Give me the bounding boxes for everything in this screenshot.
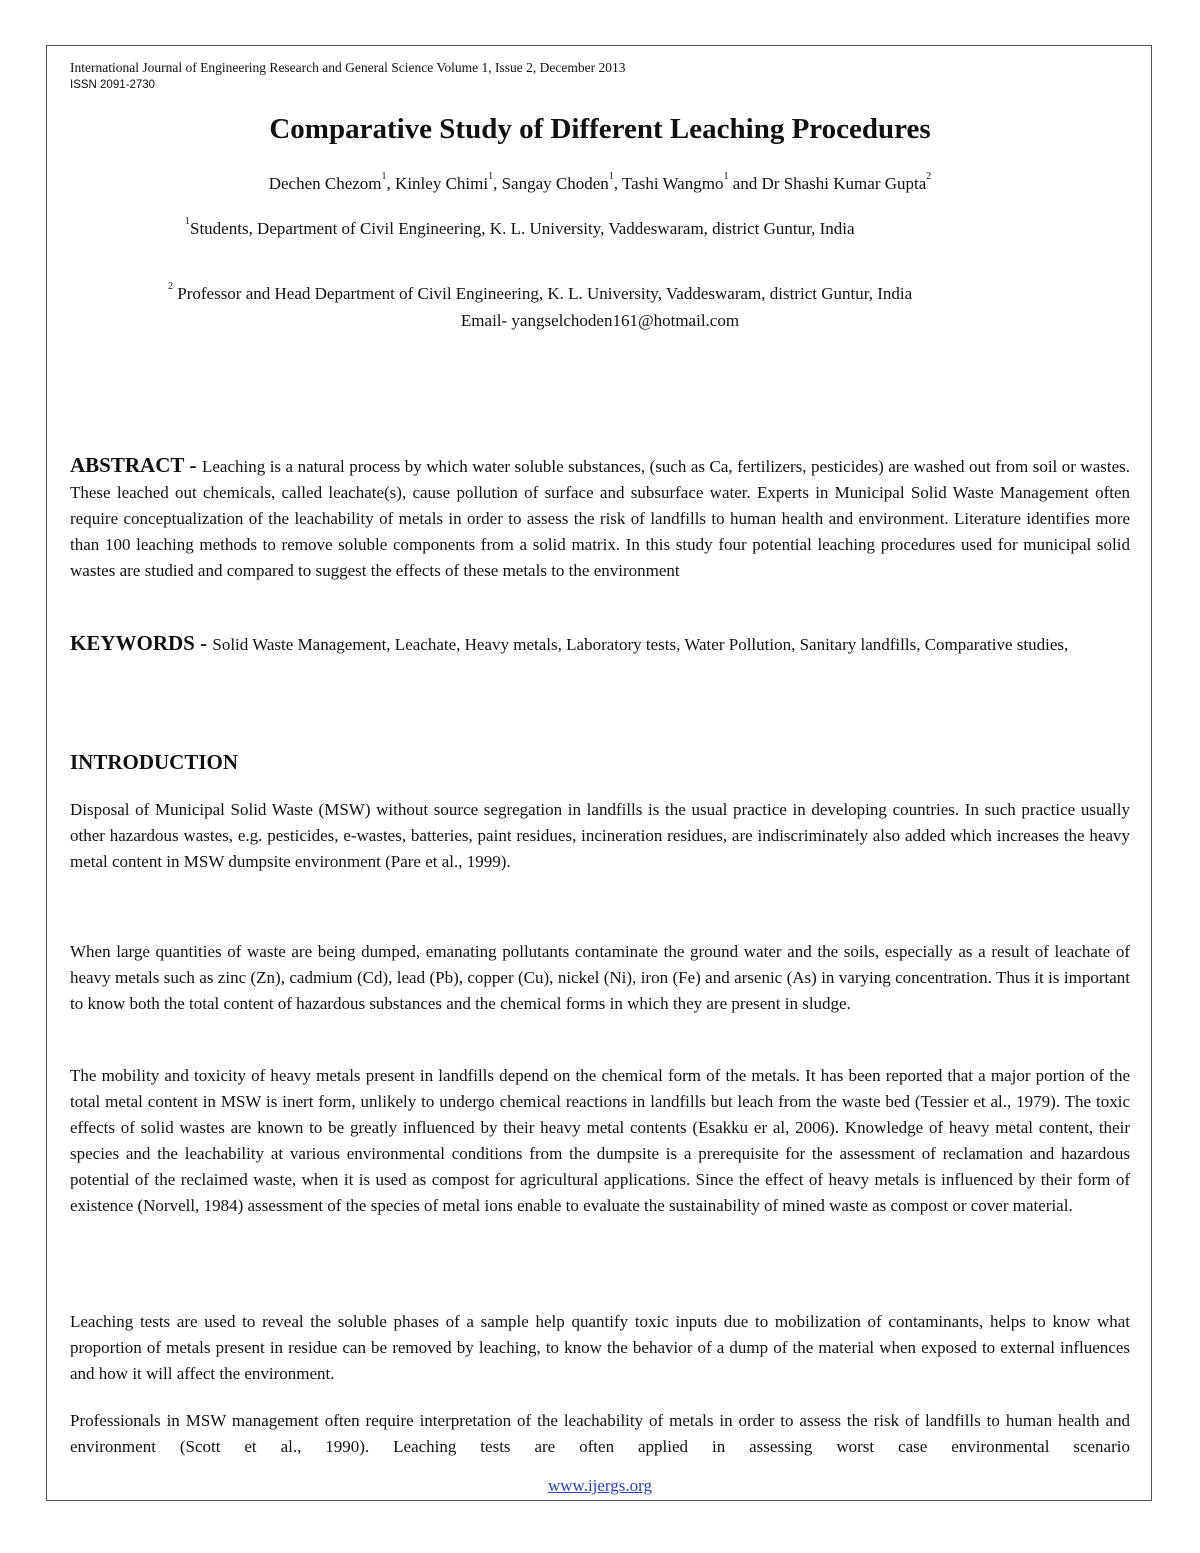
author-list <box>0 171 1200 194</box>
author-separator: , <box>613 174 622 193</box>
author-name: Tashi Wangmo <box>621 174 724 193</box>
intro-paragraph-1: Disposal of Municipal Solid Waste (MSW) without source segregation in landfills is the usual practice in developing countries. In such practice usually other hazardous wastes, e.g. pesticides, e-wastes, batteries, paint residues, incineration residues, are indiscriminately also added which increases the heavy metal content in MSW dumpsite environment (Pare et al., 1999). <box>70 800 1130 871</box>
affiliation-text: Students, Department of Civil Engineering, K. L. University, Vaddeswaram, district Guntur, India <box>190 219 855 238</box>
author-affiliation-mark: 1 <box>488 171 494 182</box>
author-separator: , <box>493 174 502 193</box>
journal-website-link[interactable]: www.ijergs.org <box>547 1476 653 1495</box>
author-separator: , <box>386 174 396 193</box>
author-name: Sangay Choden <box>501 174 609 193</box>
abstract <box>70 452 1130 584</box>
section-heading-introduction: INTRODUCTION <box>70 750 239 774</box>
author-name: Dechen Chezom <box>268 174 382 193</box>
author-affiliation-mark: 1 <box>608 171 614 182</box>
contact-email: Email- yangselchoden161@hotmail.com <box>460 311 740 330</box>
author-affiliation-mark: 2 <box>926 171 932 182</box>
affiliation-professor <box>168 264 912 304</box>
intro-paragraph-5: Professionals in MSW management often require interpretation of the leachability of metals in order to assess the risk of landfills to human health and environment (Scott et al., 1990). Leaching tests are often applied in assessing worst case environmental scenario <box>70 1411 1130 1456</box>
journal-header: International Journal of Engineering Research and General Science Volume 1, Issue 2, December 2013 <box>70 60 626 75</box>
author-name: Dr Shashi Kumar Gupta <box>761 174 927 193</box>
affiliation-mark: 2 <box>168 281 173 292</box>
keywords <box>70 630 1130 658</box>
author-name: Kinley Chimi <box>395 174 489 193</box>
author-affiliation-mark: 1 <box>723 171 729 182</box>
affiliation-mark: 1 <box>185 216 190 227</box>
intro-paragraph-2: When large quantities of waste are being dumped, emanating pollutants contaminate the ground water and the soils, especially as a result of leachate of heavy metals such as zinc (Zn), cadmium (Cd), lead (Pb), copper (Cu), nickel (Ni), iron (Fe) and arsenic (As) in varying concentration. Thus it is important to know both the total content of hazardous substances and the chemical forms in which they are present in sludge. <box>70 942 1130 1013</box>
abstract-label: ABSTRACT - <box>70 453 202 477</box>
intro-paragraph-3: The mobility and toxicity of heavy metals present in landfills depend on the chemical form of the metals. It has been reported that a major portion of the total metal content in MSW is inert form, unlikely to undergo chemical reactions in landfills but leach from the waste bed (Tessier et al., 1979). The toxic effects of solid wastes are known to be greatly influenced by their heavy metal contents (Esakku er al, 2006). Knowledge of heavy metal content, their species and the leachability at various environmental conditions from the dumpsite is a prerequisite for the assessment of reclamation and hazardous potential of the reclaimed waste, when it is used as compost for agricultural applications. Since the effect of heavy metals is influenced by their form of existence (Norvell, 1984) assessment of the species of metal ions enable to evaluate the sustainability of mined waste as compost or cover material. <box>70 1066 1130 1215</box>
author-affiliation-mark: 1 <box>381 171 387 182</box>
paper-title: Comparative Study of Different Leaching Procedures <box>269 113 931 145</box>
keywords-text: Solid Waste Management, Leachate, Heavy metals, Laboratory tests, Water Pollution, Sanitary landfills, Comparative studies, <box>212 635 1069 654</box>
author-conjunction: and <box>728 174 762 193</box>
affiliation-students <box>185 216 855 239</box>
abstract-text: Leaching is a natural process by which water soluble substances, (such as Ca, fertilizers, pesticides) are washed out from soil or wastes. These leached out chemicals, called leachate(s), cause pollution of surface and subsurface water. Experts in Municipal Solid Waste Management often require conceptualization of the leachability of metals in order to assess the risk of landfills to human health and environment. Literature identifies more than 100 leaching methods to remove soluble components from a solid matrix. In this study four potential leaching procedures used for municipal solid wastes are studied and compared to suggest the effects of these metals to the environment <box>70 457 1130 580</box>
intro-paragraph-4: Leaching tests are used to reveal the soluble phases of a sample help quantify toxic inputs due to mobilization of contaminants, helps to know what proportion of metals present in residue can be removed by leaching, to know the behavior of a dump of the material when exposed to external influences and how it will affect the environment. <box>70 1312 1130 1383</box>
keywords-label: KEYWORDS - <box>70 631 213 655</box>
issn: ISSN 2091-2730 <box>70 79 156 91</box>
affiliation-text: Professor and Head Department of Civil Engineering, K. L. University, Vaddeswaram, district Guntur, India <box>173 284 913 303</box>
